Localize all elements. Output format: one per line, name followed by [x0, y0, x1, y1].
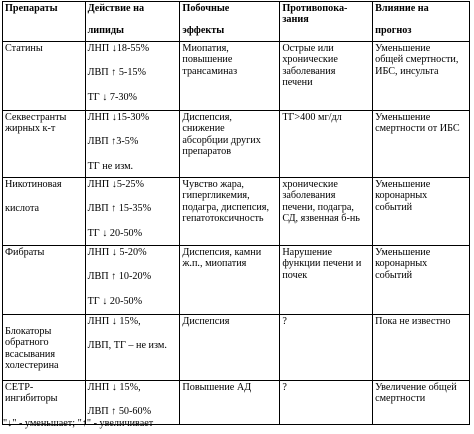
- contraindications-cell: ?: [280, 381, 373, 425]
- prognosis-cell: Пока не известно: [373, 315, 470, 381]
- drug-cell: Секвестранты жирных к-т: [3, 111, 86, 178]
- contraindications-cell: хронические заболевания печени, подагра, СД, язвенная б-нь: [280, 178, 373, 246]
- drug-cell: Блокаторы обратного всасывания холестерина: [3, 315, 86, 381]
- contraindications-cell: ?: [280, 315, 373, 381]
- lipid-cell: ЛНП ↓ 5-20% ЛВП ↑ 10-20% ТГ ↓ 20-50%: [85, 246, 180, 315]
- prognosis-cell: Уменьшение коронарных событий: [373, 246, 470, 315]
- drug-cell: Никотиновая кислота: [3, 178, 86, 246]
- drug-cell: СЕТР- ингибиторы: [3, 381, 86, 425]
- contraindications-cell: Нарушение функции печени и почек: [280, 246, 373, 315]
- contraindications-cell: Острые или хронические заболевания печени: [280, 42, 373, 111]
- prognosis-cell: Увеличение общей смертности: [373, 381, 470, 425]
- side-effects-cell: Чувство жара, гипергликемия, подагра, диспепсия, гепатотоксичность: [180, 178, 280, 246]
- table-row: [3, 111, 470, 178]
- prognosis-cell: Уменьшение смертности от ИБС: [373, 111, 470, 178]
- lipid-cell: ЛНП ↓15-30% ЛВП ↑3-5% ТГ не изм.: [85, 111, 180, 178]
- lipid-cell: ЛНП ↓5-25% ЛВП ↑ 15-35% ТГ ↓ 20-50%: [85, 178, 180, 246]
- drug-cell: Статины: [3, 42, 86, 111]
- table-row: [3, 42, 470, 111]
- table-header-row: [3, 2, 470, 42]
- drug-comparison-table: [2, 1, 470, 425]
- lipid-cell: ЛНП ↓ 15%, ЛВП, ТГ – не изм.: [85, 315, 180, 381]
- contraindications-cell: ТГ>400 мг/дл: [280, 111, 373, 178]
- side-effects-cell: Диспепсия: [180, 315, 280, 381]
- lipid-cell: ЛНП ↓ 15%, ЛВП ↑ 50-60%: [85, 381, 180, 425]
- table-row: [3, 315, 470, 381]
- drug-cell: Фибраты: [3, 246, 86, 315]
- side-effects-cell: Миопатия, повышение трансаминаз: [180, 42, 280, 111]
- side-effects-cell: Диспепсия, камни ж.п., миопатия: [180, 246, 280, 315]
- side-effects-cell: Диспепсия, снижение абсорбции других препаратов: [180, 111, 280, 178]
- footnote-legend: "↓" - уменьшает; "↑" - увеличивает: [3, 418, 154, 429]
- side-effects-cell: Повышение АД: [180, 381, 280, 425]
- header-drugs: Препараты: [3, 2, 86, 42]
- table-row: [3, 246, 470, 315]
- header-contraindications: Противопока- зания: [280, 2, 373, 42]
- prognosis-cell: Уменьшение общей смертности, ИБС, инсульта: [373, 42, 470, 111]
- header-lipid-action: Действие на липиды: [85, 2, 180, 42]
- lipid-cell: ЛНП ↓18-55% ЛВП ↑ 5-15% ТГ ↓ 7-30%: [85, 42, 180, 111]
- table-row: [3, 178, 470, 246]
- prognosis-cell: Уменьшение коронарных событий: [373, 178, 470, 246]
- header-prognosis: Влияние на прогноз: [373, 2, 470, 42]
- header-side-effects: Побочные эффекты: [180, 2, 280, 42]
